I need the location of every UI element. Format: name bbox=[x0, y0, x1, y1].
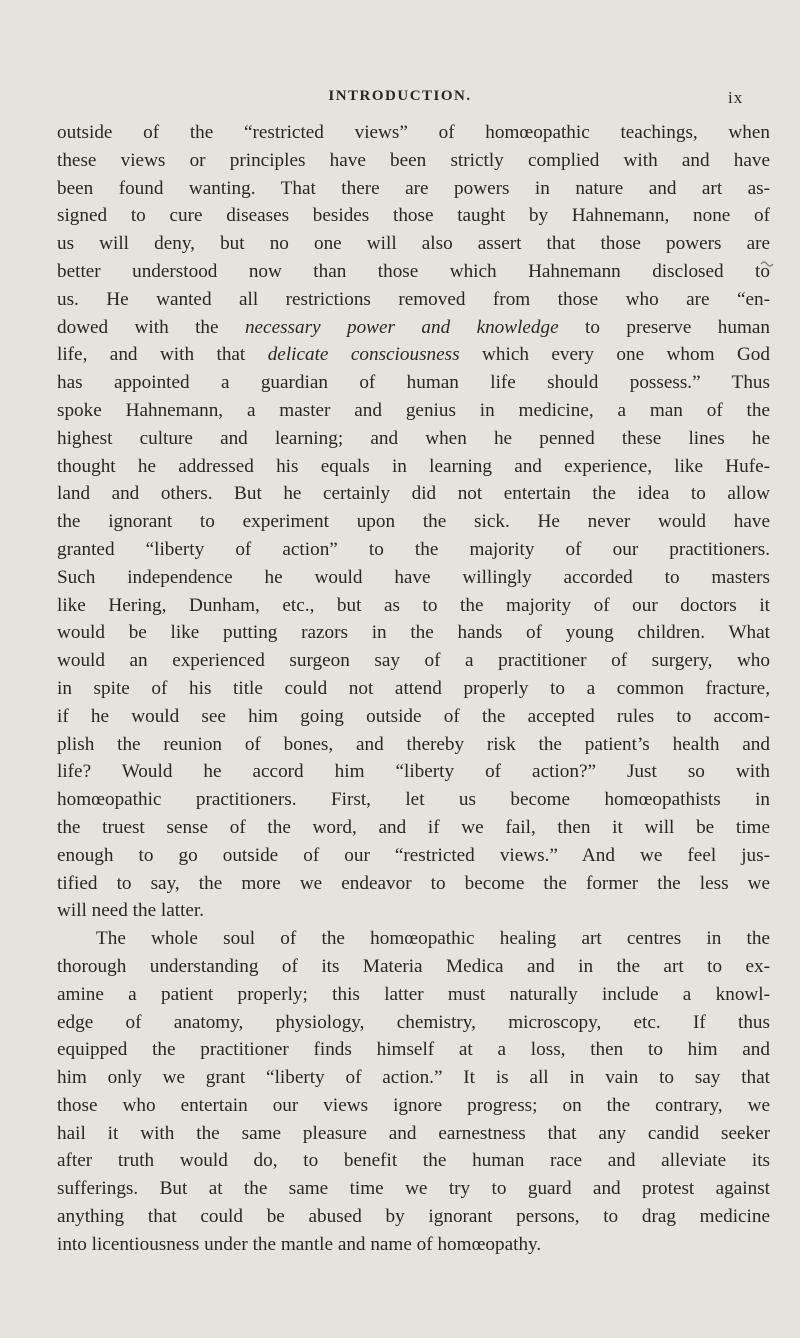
text-segment: thorough understanding of its Materia Medica and in the art to ex- bbox=[57, 955, 770, 977]
text-line bbox=[57, 925, 770, 953]
text-line bbox=[57, 1036, 770, 1064]
text-line bbox=[57, 341, 770, 369]
text-segment: us. He wanted all restrictions removed from those who are “en- bbox=[57, 288, 770, 310]
text-segment: us will deny, but no one will also assert that those powers are bbox=[57, 233, 770, 255]
text-segment: into licentiousness under the mantle and name of homœopathy. bbox=[57, 1233, 542, 1255]
text-segment: granted “liberty of action” to the majority of our practitioners. bbox=[57, 538, 770, 560]
text-line bbox=[57, 480, 770, 508]
text-line bbox=[57, 703, 770, 731]
text-line bbox=[57, 1203, 770, 1231]
text-line bbox=[57, 1231, 770, 1259]
text-segment: would be like putting razors in the hands of young children. What bbox=[57, 622, 770, 644]
text-segment: life, and with that bbox=[57, 344, 268, 366]
text-line bbox=[57, 286, 770, 314]
text-segment: would an experienced surgeon say of a practitioner of surgery, who bbox=[57, 650, 770, 672]
text-segment: outside of the “restricted views” of homœopathic teachings, when bbox=[57, 122, 770, 143]
text-segment: if he would see him going outside of the accepted rules to accom- bbox=[57, 705, 770, 727]
text-segment: The whole soul of the homœopathic healing art centres in the bbox=[96, 928, 770, 950]
text-line bbox=[57, 119, 770, 147]
text-line bbox=[57, 870, 770, 898]
text-segment: homœopathic practitioners. First, let us become homœopathists in bbox=[57, 789, 770, 811]
running-head: INTRODUCTION. bbox=[328, 88, 472, 104]
text-segment: edge of anatomy, physiology, chemistry, microscopy, etc. If thus bbox=[57, 1011, 770, 1033]
text-line bbox=[57, 369, 770, 397]
text-segment: which every one whom God bbox=[459, 344, 770, 366]
text-line bbox=[57, 202, 770, 230]
text-line bbox=[57, 175, 770, 203]
text-segment: sufferings. But at the same time we try to guard and protest against bbox=[57, 1178, 770, 1200]
text-line bbox=[57, 1147, 770, 1175]
text-segment: tified to say, the more we endeavor to become the former the less we bbox=[57, 872, 770, 894]
text-segment: the ignorant to experiment upon the sick. He never would have bbox=[57, 511, 770, 533]
text-segment: after truth would do, to benefit the human race and alleviate its bbox=[57, 1150, 770, 1172]
text-segment: like Hering, Dunham, etc., but as to the majority of our doctors it bbox=[57, 594, 770, 616]
text-segment: land and others. But he certainly did not entertain the idea to allow bbox=[57, 483, 770, 505]
text-segment: him only we grant “liberty of action.” It is all in vain to say that bbox=[57, 1067, 770, 1089]
text-line bbox=[57, 536, 770, 564]
page-number: ix bbox=[728, 88, 744, 107]
text-segment: anything that could be abused by ignorant persons, to drag medicine bbox=[57, 1206, 770, 1228]
text-segment: life? Would he accord him “liberty of action?” Just so with bbox=[57, 761, 770, 783]
italic-text: delicate consciousness bbox=[267, 344, 460, 366]
text-line bbox=[57, 814, 770, 842]
text-line bbox=[57, 1009, 770, 1037]
text-segment: in spite of his title could not attend properly to a common fracture, bbox=[57, 677, 770, 699]
text-segment: these views or principles have been strictly complied with and have bbox=[57, 149, 770, 171]
text-line bbox=[57, 1092, 770, 1120]
text-line bbox=[57, 758, 770, 786]
text-segment: equipped the practitioner finds himself at a loss, then to him and bbox=[57, 1039, 770, 1061]
text-line bbox=[57, 1120, 770, 1148]
text-segment: the truest sense of the word, and if we fail, then it will be time bbox=[57, 816, 770, 838]
text-segment: Such independence he would have willingly accorded to masters bbox=[57, 566, 770, 588]
text-line bbox=[57, 397, 770, 425]
text-line bbox=[57, 230, 770, 258]
text-segment: plish the reunion of bones, and thereby risk the patient’s health and bbox=[57, 733, 770, 755]
text-line bbox=[57, 731, 770, 759]
text-segment: thought he addressed his equals in learning and experience, like Hufe- bbox=[57, 455, 770, 477]
text-line bbox=[57, 564, 770, 592]
text-segment: signed to cure diseases besides those taught by Hahnemann, none of bbox=[57, 205, 770, 227]
text-line bbox=[57, 842, 770, 870]
text-segment: been found wanting. That there are powers in nature and art as- bbox=[57, 177, 770, 199]
text-segment: highest culture and learning; and when he penned these lines he bbox=[57, 427, 770, 449]
text-line bbox=[57, 258, 770, 286]
text-segment: will need the latter. bbox=[57, 900, 205, 922]
text-line bbox=[57, 1064, 770, 1092]
italic-text: necessary power and knowledge bbox=[244, 316, 559, 338]
text-line bbox=[57, 953, 770, 981]
text-line bbox=[57, 592, 770, 620]
text-line bbox=[57, 897, 770, 925]
text-line bbox=[57, 619, 770, 647]
text-line bbox=[57, 675, 770, 703]
body-text bbox=[57, 119, 770, 1259]
text-segment: enough to go outside of our “restricted views.” And we feel jus- bbox=[57, 844, 770, 866]
text-segment: spoke Hahnemann, a master and genius in medicine, a man of the bbox=[57, 399, 770, 421]
text-line bbox=[57, 314, 770, 342]
text-line bbox=[57, 786, 770, 814]
text-segment: dowed with the bbox=[57, 316, 245, 338]
text-line bbox=[57, 508, 770, 536]
text-segment: those who entertain our views ignore progress; on the contrary, we bbox=[57, 1094, 770, 1116]
text-line bbox=[57, 453, 770, 481]
text-line bbox=[57, 425, 770, 453]
text-line bbox=[57, 647, 770, 675]
text-line bbox=[57, 147, 770, 175]
text-segment: to preserve human bbox=[558, 316, 770, 338]
page-header bbox=[0, 88, 800, 112]
text-segment: amine a patient properly; this latter must naturally include a knowl- bbox=[57, 983, 770, 1005]
text-line bbox=[57, 1175, 770, 1203]
text-line bbox=[57, 981, 770, 1009]
text-segment: better understood now than those which Hahnemann disclosed to bbox=[57, 260, 770, 282]
text-segment: has appointed a guardian of human life should possess.” Thus bbox=[57, 372, 770, 394]
text-segment: hail it with the same pleasure and earnestness that any candid seeker bbox=[57, 1122, 770, 1144]
